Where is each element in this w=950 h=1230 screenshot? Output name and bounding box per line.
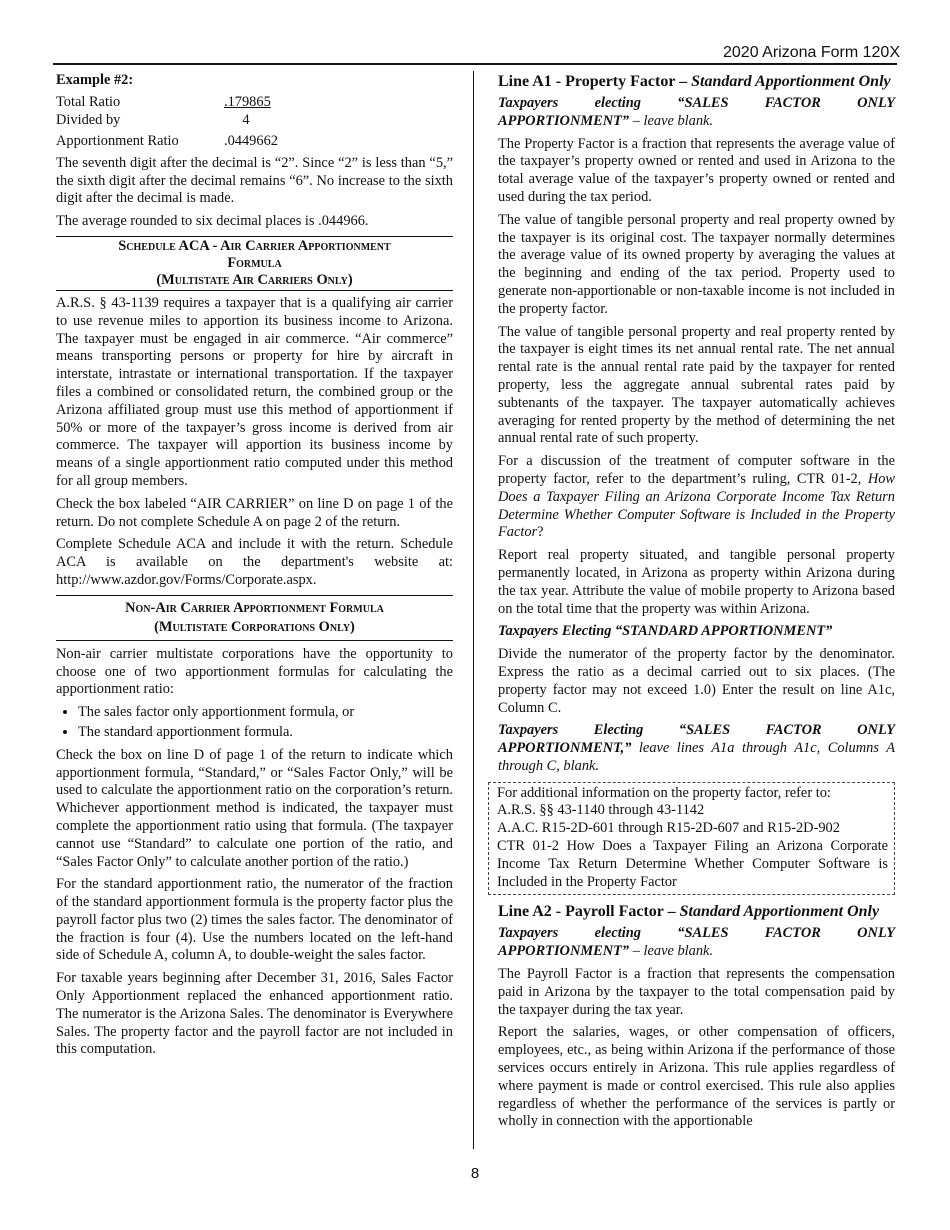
line-a1-paragraph: Divide the numerator of the property factor by the denominator. Express the ratio as a decimal carried out to six places. (The property factor may not exceed 1.0) Enter the result on line A1c, Column C.	[498, 646, 895, 716]
box-line: A.R.S. §§ 43-1140 through 43-1142	[497, 802, 705, 819]
sfo-instruction-bold: APPORTIONMENT”	[498, 112, 630, 129]
form-title: 2020 Arizona Form 120X	[723, 44, 900, 61]
sfo-instruction-line1: Taxpayers electing “SALES FACTOR ONLY	[498, 95, 895, 111]
sfo-instruction2-line2	[498, 740, 895, 776]
non-air-carrier-heading	[56, 595, 453, 641]
example-result: The average rounded to six decimal places is .044966.	[56, 213, 369, 230]
example-row-label: Apportionment Ratio	[56, 132, 179, 149]
additional-info-box	[488, 782, 895, 896]
example-row-value: .179865	[224, 93, 271, 110]
example-row-label: Total Ratio	[56, 93, 121, 110]
non-air-carrier-heading-line2: (Multistate Corporations Only)	[154, 618, 355, 635]
sfo-instruction3-bold: APPORTIONMENT”	[498, 943, 630, 960]
example-row-label: Divided by	[56, 111, 121, 128]
line-a1-paragraph: The Property Factor is a fraction that represents the average value of the taxpayer’s property owned or rented and used in Arizona to the total average value of the taxpayer’s property owned or rented and used during the tax period.	[498, 135, 895, 205]
sfo-instruction-line2	[498, 113, 895, 131]
header-rule	[53, 63, 897, 65]
non-air-carrier-heading-line1: Non-Air Carrier Apportionment Formula	[125, 599, 384, 616]
line-a2-title: Line A2 - Payroll Factor –	[498, 903, 676, 921]
sfo-instruction2-bold: APPORTIONMENT,”	[498, 740, 632, 757]
box-line: A.A.C. R15-2D-601 through R15-2D-607 and R15-2D-902	[497, 820, 840, 837]
sfo-instruction2-rest: leave lines A1a through A1c, Columns A through C, blank.	[498, 740, 895, 774]
sfo-instruction3-rest: – leave blank.	[629, 943, 714, 960]
line-a2-title-italic: Standard Apportionment Only	[679, 903, 880, 921]
schedule-aca-heading-line2: Formula	[227, 254, 282, 271]
sfo-instruction2-line1: Taxpayers Electing “SALES FACTOR ONLY	[498, 722, 895, 739]
sfo-instruction-rest: – leave blank.	[629, 112, 714, 129]
schedule-aca-paragraph: Check the box labeled “AIR CARRIER” on line D on page 1 of the return. Do not complete Schedule A on page 2 of the return.	[56, 495, 453, 530]
line-a1-paragraph: The value of tangible personal property and real property owned by the taxpayer is its original cost. The taxpayer normally determines the average value of its owned property by averaging the values at the beginning and ending of the tax period. Property used to generate non-apportionable or non-taxable income is not included in the property factor.	[498, 211, 895, 317]
example-row-value: 4	[242, 111, 250, 128]
formula-options-list	[56, 704, 453, 742]
right-column	[498, 72, 895, 1136]
non-air-paragraph: Non-air carrier multistate corporations have the opportunity to choose one of two apportionment formulas for calculating the apportionment ratio:	[56, 645, 453, 698]
line-a2-paragraph: Report the salaries, wages, or other compensation of officers, employees, etc., as being within Arizona if the performance of those services occurs entirely in Arizona. This rule applies regardless of where payment is made or control exercised. This rule also applies regardless of whether the performance of the services is partly or wholly in connection with the apportionable	[498, 1024, 895, 1130]
line-a1-paragraph	[498, 453, 895, 542]
schedule-aca-heading-line3: (Multistate Air Carriers Only)	[156, 271, 353, 288]
schedule-aca-paragraph: A.R.S. § 43-1139 requires a taxpayer that is a qualifying air carrier to use revenue miles to apportion its business income to Arizona. The taxpayer must be engaged in air commerce. “Air commerce” means transporting persons or property for hire by aircraft in interstate, intrastate or international transportation. If the taxpayer files a combined or consolidated return, the combined group or the Arizona affiliated group must use this method of apportionment if 50% or more of the taxpayer’s gross income is derived from air commerce. The taxpayer will apportion its business income by means of a single apportionment ratio computed under this method for all group members.	[56, 294, 453, 489]
left-column	[56, 72, 453, 1064]
sfo-instruction3-line1: Taxpayers electing “SALES FACTOR ONLY	[498, 925, 895, 942]
standard-apportionment-heading: Taxpayers Electing “STANDARD APPORTIONMENT”	[498, 623, 833, 640]
sfo-instruction3-line2	[498, 943, 895, 961]
box-line: CTR 01-2 How Does a Taxpayer Filing an Arizona Corporate Income Tax Return Determine Whether Computer Software is Included in the Property Factor	[497, 838, 888, 890]
page-number: 8	[470, 1165, 480, 1182]
example-explanation: The seventh digit after the decimal is “2”. Since “2” is less than “5,” the sixth digit after the decimal remains “6”. No increase to the sixth digit after the decimal is made.	[56, 154, 453, 207]
schedule-aca-heading-line1: Schedule ACA - Air Carrier Apportionment	[118, 237, 391, 254]
schedule-aca-paragraph: Complete Schedule ACA and include it with the return. Schedule ACA is available on the department's website at: http://www.azdor.gov/Forms/Corporate.aspx.	[56, 536, 453, 588]
non-air-paragraph: For the standard apportionment ratio, the numerator of the fraction of the standard apportionment formula is the property factor plus the payroll factor plus two (2) times the sales factor. The denominator of the fraction is four (4). Use the numbers located on the left-hand side of Schedule A, column A, to double-weight the sales factor.	[56, 876, 453, 964]
schedule-aca-heading	[56, 236, 453, 291]
line-a1-title: Line A1 - Property Factor –	[498, 73, 688, 90]
example-row-value: .0449662	[224, 132, 278, 149]
p4-start: For a discussion of the treatment of computer software in the property factor, refer to the department’s ruling, CTR 01-2,	[498, 453, 895, 487]
example-row	[56, 94, 453, 112]
example-row	[56, 112, 453, 130]
line-a1-paragraph: The value of tangible personal property and real property rented by the taxpayer is eight times its net annual rental rate. The net annual rental rate is the annual rental rate paid by the taxpayer for rented property, less the aggregate annual subrental rates paid by subtenants of the taxpayer. The taxpayer automatically achieves averaging for rented property by the method of determining the net annual rental rate of such property.	[498, 323, 895, 447]
p4-end: ?	[537, 524, 544, 541]
non-air-paragraph: For taxable years beginning after December 31, 2016, Sales Factor Only Apportionment replaced the enhanced apportionment ratio. The numerator is the Arizona Sales. The denominator is Everywhere Sales. The property factor and the payroll factor are not included in this computation.	[56, 970, 453, 1058]
column-divider	[473, 71, 474, 1149]
p4-italic: How Does a Taxpayer Filing an Arizona Corporate Income Tax Return Determine Whether Computer Software is Included in the Property Factor	[498, 470, 895, 541]
line-a1-title-italic: Standard Apportionment Only	[691, 73, 891, 90]
list-item: • The sales factor only apportionment formula, or	[78, 704, 453, 722]
list-item: • The standard apportionment formula.	[78, 724, 453, 742]
line-a1-paragraph: Report real property situated, and tangible personal property permanently located, in Arizona as property within Arizona during the tax year. Attribute the value of mobile property to Arizona based on the total time that the property was within Arizona.	[498, 547, 895, 617]
example-title: Example #2:	[56, 72, 134, 88]
line-a2-paragraph: The Payroll Factor is a fraction that represents the compensation paid in Arizona by the taxpayer to the total compensation paid by the taxpayer during the tax year.	[498, 966, 895, 1018]
line-a1-heading	[498, 72, 895, 92]
line-a2-heading	[498, 902, 895, 922]
example-row	[56, 133, 453, 151]
box-line: For additional information on the property factor, refer to:	[497, 784, 831, 801]
non-air-paragraph: Check the box on line D of page 1 of the return to indicate which apportionment formula, “Standard,” or “Sales Factor Only,” will be used to calculate the apportionment ratio on the corporation’s return. Whichever apportionment method is indicated, the taxpayer must complete the apportionment ratio using that formula. (The taxpayer cannot use “Standard” to calculate one portion of the ratio, and “Sales Factor Only” to calculate another portion of the ratio.)	[56, 746, 453, 870]
